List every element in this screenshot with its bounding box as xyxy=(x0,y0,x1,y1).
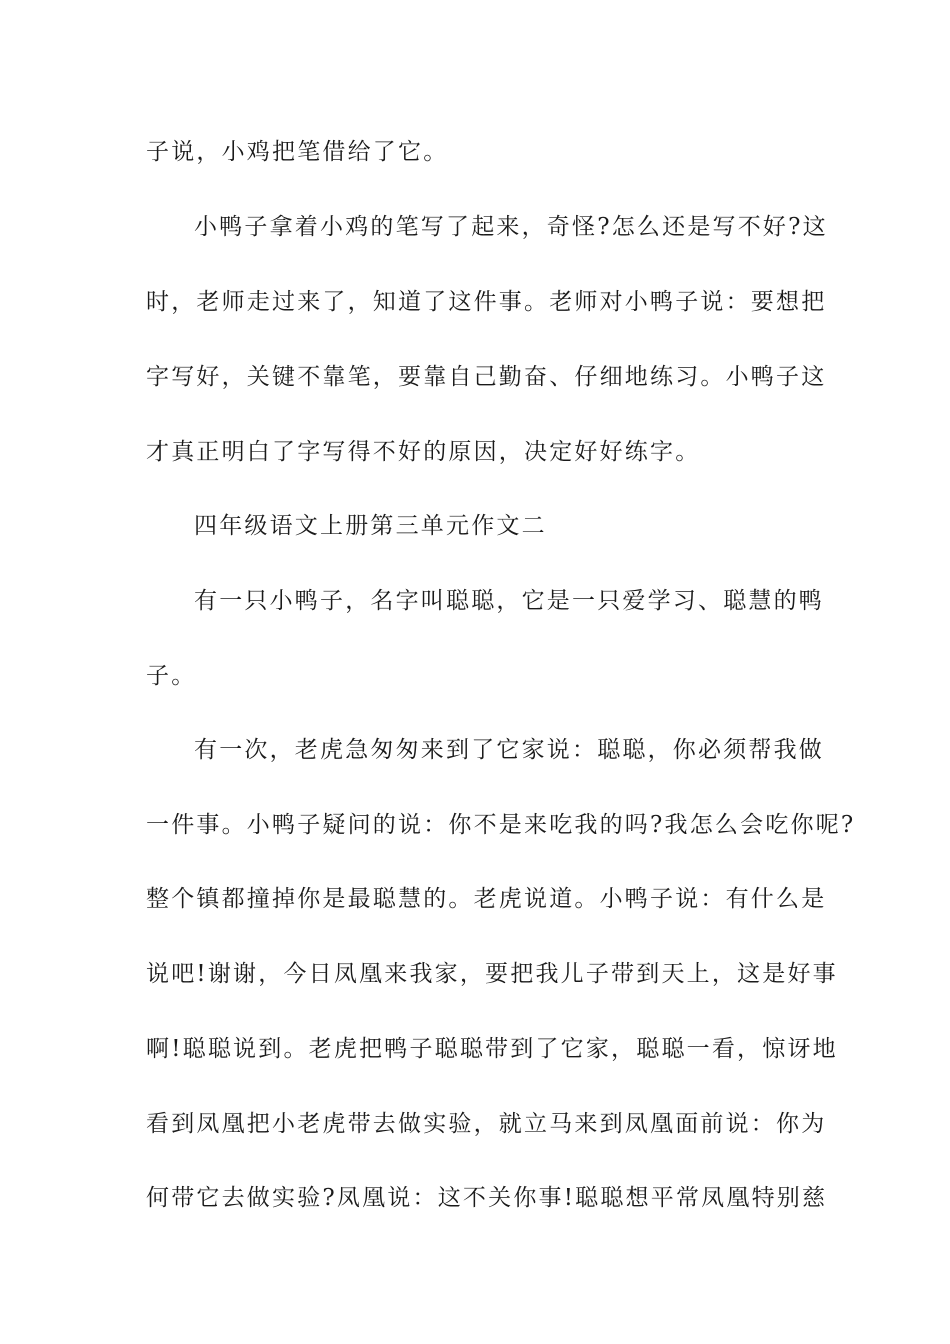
text-line-5: 才真正明白了字写得不好的原因，决定好好练字。 xyxy=(146,439,701,465)
text-line-11: 整个镇都撞掉你是最聪慧的。老虎说道。小鸭子说：有什么是 xyxy=(146,886,827,912)
text-line-2: 小鸭子拿着小鸡的笔写了起来，奇怪?怎么还是写不好?这 xyxy=(194,214,828,240)
text-line-3: 时，老师走过来了，知道了这件事。老师对小鸭子说：要想把 xyxy=(146,289,827,315)
text-line-10: 一件事。小鸭子疑问的说：你不是来吃我的吗?我怎么会吃你呢? xyxy=(146,812,856,838)
text-line-1: 子说，小鸡把笔借给了它。 xyxy=(146,139,449,165)
text-line-4: 字写好，关键不靠笔，要靠自己勤奋、仔细地练习。小鸭子这 xyxy=(146,364,827,390)
text-line-7: 有一只小鸭子，名字叫聪聪，它是一只爱学习、聪慧的鸭 xyxy=(194,588,824,614)
text-line-12: 说吧!谢谢，今日凤凰来我家，要把我儿子带到天上，这是好事 xyxy=(146,961,838,987)
text-line-13: 啊!聪聪说到。老虎把鸭子聪聪带到了它家，聪聪一看，惊讶地 xyxy=(146,1036,838,1062)
text-line-14: 看到凤凰把小老虎带去做实验，就立马来到凤凰面前说：你为 xyxy=(146,1111,827,1137)
text-line-9: 有一次，老虎急匆匆来到了它家说：聪聪，你必须帮我做 xyxy=(194,737,824,763)
text-line-8: 子。 xyxy=(146,663,197,689)
section-heading: 四年级语文上册第三单元作文二 xyxy=(194,513,547,539)
text-line-15: 何带它去做实验?凤凰说：这不关你事!聪聪想平常凤凰特别慈 xyxy=(146,1185,828,1211)
